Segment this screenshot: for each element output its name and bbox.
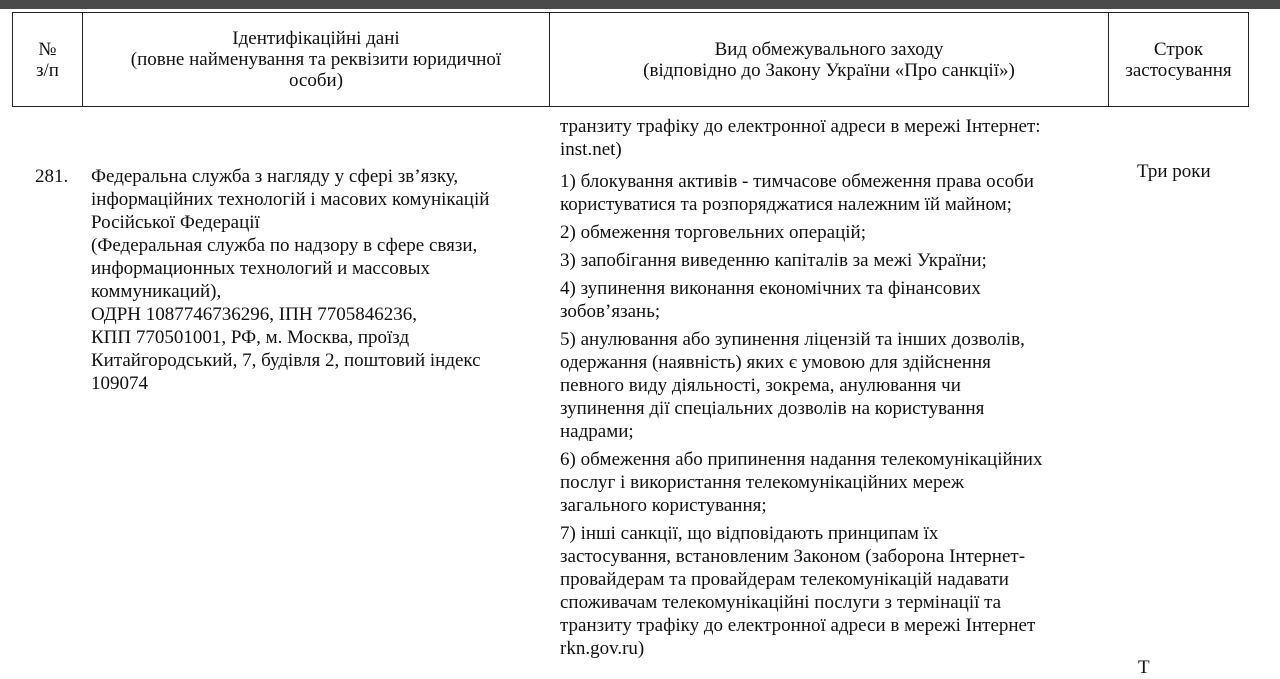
continuation-line: транзиту трафіку до електронної адреси в мережі Інтернет: <box>560 116 1041 137</box>
measure-line: 5) анулювання або зупинення ліцензій та інших дозволів, <box>560 329 1025 350</box>
measure-line: провайдерам та провайдерам телекомунікацій надавати <box>560 569 1009 590</box>
measure-item-3 <box>560 249 1042 272</box>
header-term-subtitle: застосування <box>1125 59 1232 81</box>
measure-line: 4) зупинення виконання економічних та фінансових <box>560 278 981 299</box>
measure-line: користуватися та розпоряджатися належним їй майном; <box>560 194 1012 215</box>
measure-line: споживачам телекомунікаційні послуги з термінації та <box>560 592 1002 613</box>
measure-line: 7) інші санкції, що відповідають принципам їх <box>560 523 939 544</box>
restrictive-measures-list <box>560 115 1042 665</box>
measure-line: послуг і використання телекомунікаційних мереж <box>560 472 965 493</box>
application-term: Три роки <box>1137 161 1211 182</box>
entity-line: Федеральна служба з нагляду у сфері зв’язку, <box>91 166 459 187</box>
top-window-bar <box>0 0 1280 9</box>
entity-line: информационных технологий и массовых <box>91 258 430 279</box>
measure-item-5 <box>560 328 1042 443</box>
measure-line: 2) обмеження торговельних операцій; <box>560 222 866 243</box>
measure-line: надрами; <box>560 421 634 442</box>
entity-line: ОДРН 1087746736296, ІПН 7705846236, <box>91 304 418 325</box>
continuation-line: inst.net) <box>560 139 622 160</box>
entity-details <box>91 165 489 395</box>
measure-line: 3) запобігання виведенню капіталів за межі України; <box>560 250 987 271</box>
entity-line: Китайгородський, 7, будівля 2, поштовий індекс <box>91 350 481 371</box>
measure-line: одержання (наявність) яких є умовою для здійснення <box>560 352 991 373</box>
entity-line: (Федеральная служба по надзору в сфере связи, <box>91 235 478 256</box>
measure-item-2 <box>560 221 1042 244</box>
entity-line: 109074 <box>91 373 148 394</box>
header-number-abbrev: з/п <box>36 59 59 81</box>
measure-line: застосування, встановленим Законом (заборона Інтернет- <box>560 546 1026 567</box>
measure-line: транзиту трафіку до електронної адреси в мережі Інтернет <box>560 615 1036 636</box>
measure-line: 6) обмеження або припинення надання телекомунікаційних <box>560 449 1043 470</box>
measure-line: певного виду діяльності, зокрема, анулювання чи <box>560 375 961 396</box>
header-measure-cell <box>550 13 1109 107</box>
next-row-term-fragment: Т <box>1138 657 1150 678</box>
measure-item-4 <box>560 277 1042 323</box>
header-identification-title: Ідентифікаційні дані <box>232 28 400 49</box>
header-number-symbol: № <box>38 38 57 60</box>
measure-item-6 <box>560 448 1042 517</box>
header-measure-subtitle: (відповідно до Закону України «Про санкції») <box>643 59 1015 81</box>
entity-line: Російської Федерації <box>91 212 260 233</box>
header-term-title: Строк <box>1153 38 1204 60</box>
header-identification-cell <box>83 13 550 107</box>
row-number: 281. <box>35 166 69 187</box>
measure-line: загального користування; <box>560 495 767 516</box>
header-measure-title: Вид обмежувального заходу <box>714 38 944 60</box>
sanctions-table-header <box>12 12 1249 107</box>
measure-item-7 <box>560 522 1042 660</box>
header-term-cell <box>1109 13 1249 107</box>
measure-line: rkn.gov.ru) <box>560 638 645 659</box>
measure-line: 1) блокування активів - тимчасове обмеження права особи <box>560 171 1034 192</box>
measure-line: зобов’язань; <box>560 301 661 322</box>
header-identification-subtitle-1: (повне найменування та реквізити юридичної <box>130 49 502 70</box>
entity-line: КПП 770501001, РФ, м. Москва, проїзд <box>91 327 410 348</box>
entity-line: коммуникаций), <box>91 281 222 302</box>
previous-row-continuation <box>560 115 1042 161</box>
entity-line: інформаційних технологій і масових комунікацій <box>91 189 490 210</box>
measure-line: зупинення дії спеціальних дозволів на користування <box>560 398 985 419</box>
header-identification-subtitle-2: особи) <box>288 70 344 91</box>
header-number-cell <box>13 13 83 107</box>
measure-item-1 <box>560 170 1042 216</box>
